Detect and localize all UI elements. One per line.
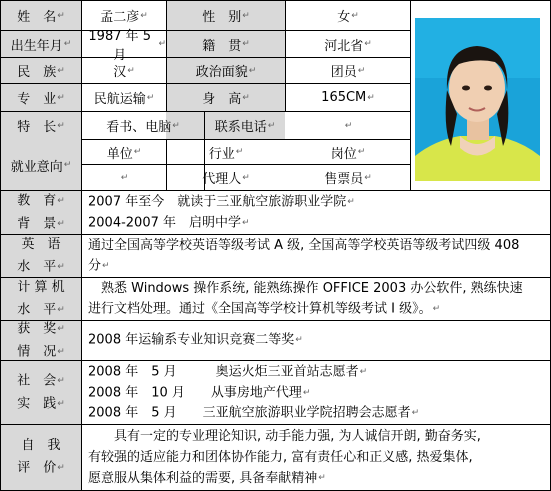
job-label: 就业意向 ↵	[10, 159, 72, 175]
birth-label: 出生年月 ↵	[10, 38, 72, 54]
major-value: 民航运输 ↵	[93, 92, 155, 107]
political-label: 政治面貌 ↵	[195, 65, 257, 80]
birth-value: 1987 年 5 月 ↵	[88, 29, 166, 63]
education-label: 教 育↵ 背 景↵	[17, 193, 65, 231]
major-label: 专 业 ↵	[17, 92, 65, 107]
phone-value: ↵	[344, 120, 353, 131]
job-col3-header: 岗位 ↵	[330, 146, 366, 162]
name-value: 孟二彦 ↵	[100, 10, 148, 25]
portrait-photo-icon	[415, 18, 540, 181]
job-col2-value: 代理人 ↵	[202, 172, 250, 187]
height-value: 165CM ↵	[321, 90, 375, 105]
gender-label: 性 别 ↵	[202, 10, 250, 25]
native-value: 河北省 ↵	[324, 38, 372, 54]
computer-content: 熟悉 Windows 操作系统, 能熟练操作 OFFICE 2003 办公软件, 熟练快速 进行文档处理。通过《全国高等学校计算机等级考试 I 级》。↵	[88, 281, 523, 317]
english-label: 英 语 水 平↵	[17, 236, 65, 275]
political-value: 团员 ↵	[330, 65, 366, 80]
ethnic-value: 汉 ↵	[113, 65, 135, 80]
hobby-label: 特 长 ↵	[17, 120, 65, 135]
practice-content: 2008 年 5 月 奥运火炬三亚首站志愿者↵ 2008 年 10 月 从事房地产代理↵ 2008 年 5 月 三亚航空旅游职业学院招聘会志愿者↵	[88, 364, 420, 421]
height-label: 身 高 ↵	[202, 92, 250, 107]
self-eval-content: 具有一定的专业理论知识, 动手能力强, 为人诚信开朗, 勤奋务实, 有较强的适应能力和团体协作能力, 富有责任心和正义感, 热爱集体, 愿意服从集体利益的需要, 具备奉献精神↵	[88, 429, 481, 486]
name-label: 姓 名 ↵	[17, 10, 65, 25]
english-content: 通过全国高等学校英语等级考试 A 级, 全国高等学校英语等级考试四级 408 分↵	[88, 238, 520, 274]
gender-value: 女 ↵	[337, 10, 359, 25]
computer-label: 计 算 机 水 平↵	[17, 279, 65, 318]
job-col2-header: 行业 ↵	[208, 146, 244, 162]
ethnic-label: 民 族 ↵	[17, 65, 65, 80]
education-content: 2007 年至今 就读于三亚航空旅游职业学院↵ 2004-2007 年 启明中学↵	[88, 194, 355, 230]
practice-label: 社 会↵ 实 践↵	[17, 373, 65, 411]
awards-content: 2008 年运输系专业知识竞赛二等奖↵	[88, 332, 303, 348]
self-eval-label: 自 我 评 价↵	[17, 438, 65, 476]
awards-label: 获 奖↵ 情 况↵	[17, 321, 65, 359]
job-col1-value: ↵	[120, 172, 129, 183]
job-col1-header: 单位 ↵	[106, 146, 142, 162]
portrait-photo	[415, 18, 540, 181]
phone-label: 联系电话 ↵	[214, 120, 276, 135]
native-label: 籍 贯 ↵	[202, 38, 250, 54]
hobby-value: 看书、电脑 ↵	[106, 120, 180, 135]
job-col3-value: 售票员 ↵	[324, 172, 372, 187]
